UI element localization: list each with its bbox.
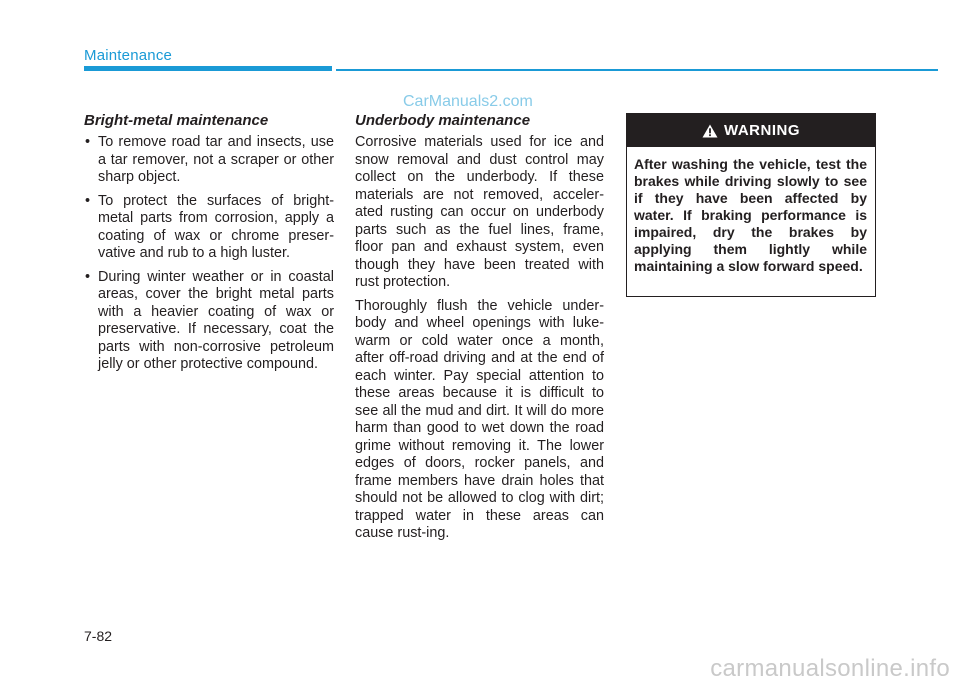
underbody-paragraph-1: Corrosive materials used for ice and snow removal and dust control may collect on the underbody. If these materials are not removed, acceler-ated rusting can occur on underbody parts such as the fuel lines, frame, floor pan and exhaust system, even though they have been treated with rust protection. <box>355 134 604 290</box>
warning-text: After washing the vehicle, test the brakes while driving slowly to see if they have been affected by water. If braking performance is impaired, dry the brakes by applying them lightly while maintaining a slow forward speed. <box>634 156 867 274</box>
list-item-text: To protect the surfaces of bright-metal parts from corrosion, apply a coating of wax or chrome preser-vative and rub to a high luster. <box>98 192 334 261</box>
warning-title: WARNING <box>724 122 800 139</box>
warning-header <box>627 114 875 147</box>
list-item-text: To remove road tar and insects, use a tar remover, not a scraper or other sharp object. <box>98 134 334 185</box>
section-title: Maintenance <box>84 47 173 64</box>
list-item-text: During winter weather or in coastal areas, cover the bright metal parts with a heavier coating of wax or preservative. If necessary, coat the parts with non-corrosive petroleum jelly or other protective compound. <box>98 268 334 372</box>
bright-metal-heading: Bright-metal maintenance <box>84 112 269 129</box>
left-column <box>84 112 334 380</box>
underbody-heading: Underbody maintenance <box>355 112 531 129</box>
bullet-icon: • <box>85 192 91 209</box>
header-rule-thin <box>336 69 938 71</box>
list-item <box>84 134 334 187</box>
warning-triangle-icon <box>702 124 718 138</box>
page-number: 7-82 <box>84 628 113 644</box>
bullet-icon: • <box>85 268 91 285</box>
underbody-paragraph-2: Thoroughly flush the vehicle under-body and wheel openings with luke-warm or cold water once a month, after off-road driving and at the end of each winter. Pay special attention to these areas because it is difficult to see all the mud and dirt. It will do more harm than good to wet down the road grime without removing it. The lower edges of doors, rocker panels, and frame members have drain holes that should not be allowed to clog with dirt; trapped water in these areas can cause rust-ing. <box>355 297 604 541</box>
bullet-icon: • <box>85 134 91 150</box>
warning-box <box>626 113 876 297</box>
list-item <box>84 269 334 374</box>
middle-column <box>355 112 604 549</box>
bright-metal-list <box>84 134 334 374</box>
list-item <box>84 193 334 263</box>
watermark-bottom: carmanualsonline.info <box>710 655 950 682</box>
header-rule-thick <box>84 66 332 71</box>
watermark-top: CarManuals2.com <box>403 93 533 110</box>
